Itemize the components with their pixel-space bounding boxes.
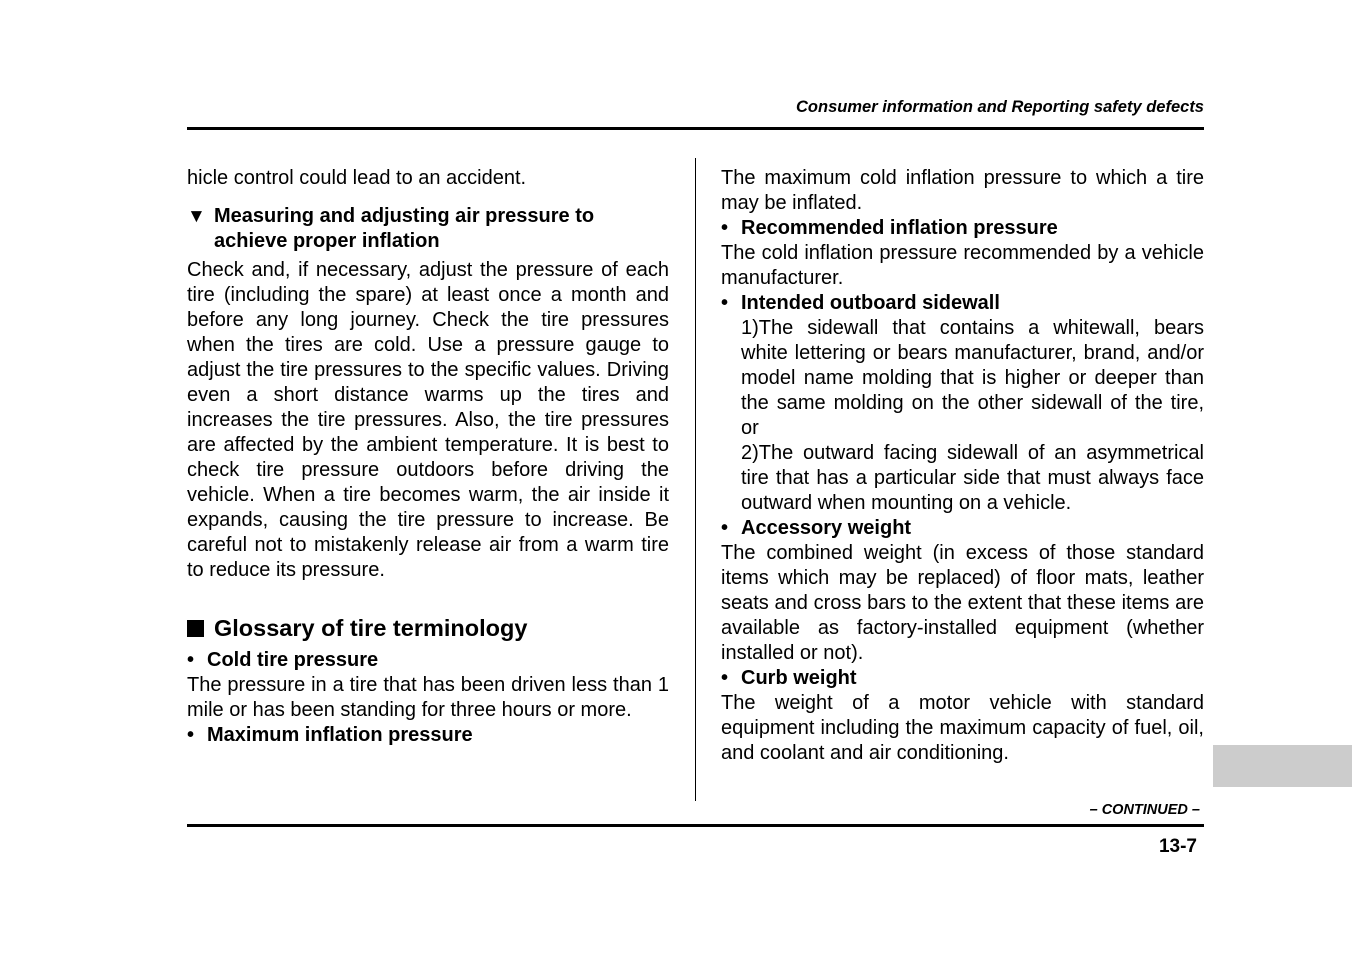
term-name: Intended outboard sidewall [741,292,1000,314]
header-rule [187,127,1204,130]
glossary-term [721,516,1204,541]
bullet-icon: • [721,667,729,689]
term-list-item: 2)The outward facing sidewall of an asymmetrical tire that has a particular side that must always face outward when mounting on a vehicle. [741,442,1204,514]
glossary-term [187,723,669,748]
term-name: Accessory weight [741,517,912,539]
term-list-item: 1)The sidewall that contains a whitewall, bears white lettering or bears manufacturer, brand, and/or model name molding that is higher or deeper than the same molding on the other sidewall of the tire, or [741,317,1204,439]
term-definition: The combined weight (in excess of those standard items which may be replaced) of floor mats, leather seats and cross bars to the extent that these items are available as factory-installed equipment (whether installed or not). [721,542,1204,664]
page-number: 13-7 [1158,836,1197,857]
section-heading-text: Glossary of tire terminology [214,615,528,641]
glossary-term [721,666,1204,691]
term-definition: The pressure in a tire that has been driven less than 1 mile or has been standing for three hours or more. [187,674,669,721]
triangle-down-icon: ▼ [187,206,206,227]
column-divider [695,158,696,801]
square-bullet-icon [187,620,204,637]
term-definition: The cold inflation pressure recommended by a vehicle manufacturer. [721,242,1204,289]
continuation-text: hicle control could lead to an accident. [187,167,527,189]
body-paragraph: Check and, if necessary, adjust the pressure of each tire (including the spare) at least once a month and before any long journey. Check the tire pressures when the tires are cold. Use a pressure gauge to adjust the tire pressures to the specific values. Driving even a short distance warms up the tires and increases the tire pressures. Also, the tire pressures are affected by the ambient temperature. It is best to check tire pressure outdoors before driving the vehicle. When a tire becomes warm, the air inside it expands, causing the tire pressure to increase. Be careful not to mistakenly release air from a warm tire to reduce its pressure. [187,259,669,581]
bullet-icon: • [187,724,195,746]
footer-rule [187,824,1204,827]
term-name: Recommended inflation pressure [741,217,1058,239]
term-name: Maximum inflation pressure [207,724,473,746]
bullet-icon: • [721,217,729,239]
glossary-term [721,291,1204,316]
right-column [721,166,1204,766]
term-definition: The weight of a motor vehicle with standard equipment including the maximum capacity of fuel, oil, and coolant and air conditioning. [721,692,1204,764]
subheading [187,204,669,254]
term-name: Cold tire pressure [207,649,379,671]
section-heading [187,614,669,642]
continued-label: – CONTINUED – [1089,802,1200,818]
continuation-text: The maximum cold inflation pressure to which a tire may be inflated. [721,167,1204,214]
term-name: Curb weight [741,667,857,689]
running-header: Consumer information and Reporting safety defects [796,98,1204,116]
glossary-term [187,648,669,673]
bullet-icon: • [721,517,729,539]
glossary-term [721,216,1204,241]
section-thumb-tab [1213,745,1352,787]
bullet-icon: • [187,649,195,671]
bullet-icon: • [721,292,729,314]
left-column [187,166,669,748]
subheading-text: Measuring and adjusting air pressure to achieve proper inflation [214,205,595,252]
